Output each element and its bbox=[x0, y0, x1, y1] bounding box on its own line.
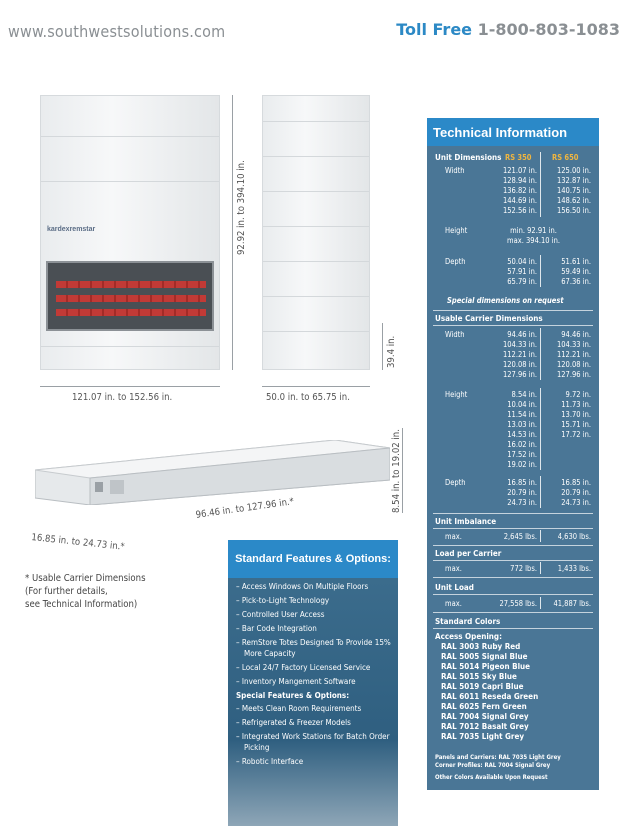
depth-dimension-line bbox=[262, 386, 370, 387]
opening-dimension-label: 39.4 in. bbox=[386, 335, 397, 368]
column-divider bbox=[540, 476, 541, 508]
feature-item: – Local 24/7 Factory Licensed Service bbox=[236, 662, 371, 672]
panel-seam bbox=[263, 261, 369, 262]
option-item: – Meets Clean Room Requirements bbox=[236, 704, 362, 713]
feature-item: – Bar Code Integration bbox=[236, 624, 317, 633]
tote-row bbox=[56, 309, 206, 316]
column-divider bbox=[540, 388, 541, 470]
feature-item: – Inventory Mangement Software bbox=[236, 676, 356, 686]
height-values: min. 92.91 in. max. 394.10 in. bbox=[507, 226, 561, 245]
uc-depth-650-values: 16.85 in. 20.79 in. 24.73 in. bbox=[561, 478, 591, 507]
website-url[interactable]: www.southwestsolutions.com bbox=[8, 22, 226, 41]
depth-350-values: 50.04 in. 57.91 in. 65.79 in. bbox=[507, 257, 537, 286]
divider bbox=[433, 325, 593, 326]
unit-load-650: 41,887 lbs. bbox=[553, 599, 591, 608]
special-features-heading: Special Features & Options: bbox=[236, 690, 350, 700]
machine-side-illustration bbox=[262, 95, 370, 370]
depth-dimension-label: 50.0 in. to 65.75 in. bbox=[266, 392, 350, 403]
toll-free-phone[interactable] bbox=[396, 20, 620, 39]
uc-width-350-values: 94.46 in. 104.33 in. 112.21 in. 120.08 in. 127.96 in. bbox=[502, 330, 537, 379]
phone-number: 1-800-803-1083 bbox=[477, 20, 620, 39]
width-dimension-line bbox=[40, 386, 220, 387]
uc-height-350-values: 8.54 in. 10.04 in. 11.54 in. 13.03 in. 14.53 in. 16.02 in. 17.52 in. 19.02 in. bbox=[507, 390, 537, 469]
column-divider bbox=[540, 328, 541, 380]
unit-load-label: Unit Load bbox=[435, 583, 474, 592]
opening-dimension-line bbox=[382, 323, 383, 370]
load-carrier-650: 1,433 lbs. bbox=[557, 564, 591, 573]
footnote-line: see Technical Information) bbox=[25, 599, 138, 610]
divider bbox=[433, 560, 593, 561]
depth-650-values: 51.61 in. 59.49 in. 67.36 in. bbox=[561, 257, 591, 286]
uc-height-650-values: 9.72 in. 11.73 in. 13.70 in. 15.71 in. 17.72 in. bbox=[561, 390, 591, 439]
panel-seam bbox=[41, 181, 219, 182]
panel-seam bbox=[263, 296, 369, 297]
divider bbox=[433, 310, 593, 311]
carrier-width-dimension-label: 96.46 in. to 127.96 in.* bbox=[195, 496, 295, 521]
depth-label: Depth bbox=[445, 257, 466, 266]
divider bbox=[433, 628, 593, 629]
technical-information-panel bbox=[427, 118, 599, 790]
divider bbox=[433, 612, 593, 613]
panel-seam bbox=[263, 156, 369, 157]
feature-item: – Pick-to-Light Technology bbox=[236, 596, 330, 605]
width-label: Width bbox=[445, 166, 465, 175]
unit-load-350: 27,558 lbs. bbox=[499, 599, 537, 608]
footnote bbox=[25, 572, 146, 611]
divider bbox=[433, 545, 593, 546]
panel-seam bbox=[263, 191, 369, 192]
divider bbox=[433, 577, 593, 578]
unit-dimensions-label: Unit Dimensions bbox=[435, 153, 502, 162]
unit-imbalance-label: Unit Imbalance bbox=[435, 517, 497, 526]
machine-front-illustration bbox=[40, 95, 220, 370]
unit-load-max-label: max. bbox=[445, 599, 462, 608]
carrier-height-dimension-label: 8.54 in. to 19.02 in. bbox=[391, 429, 402, 513]
footnote-line: (For further details, bbox=[25, 586, 108, 597]
special-dimensions-note: Special dimensions on request bbox=[447, 296, 564, 305]
uc-depth-label: Depth bbox=[445, 478, 466, 487]
height-dimension-line bbox=[232, 95, 233, 370]
uc-height-label: Height bbox=[445, 390, 468, 399]
footnote-line: * Usable Carrier Dimensions bbox=[25, 573, 146, 584]
feature-item: – Access Windows On Multiple Floors bbox=[236, 582, 369, 591]
toll-free-label: Toll Free bbox=[396, 20, 473, 39]
load-carrier-350: 772 lbs. bbox=[510, 564, 537, 573]
panel-seam bbox=[263, 331, 369, 332]
tote-row bbox=[56, 295, 206, 302]
panel-seam bbox=[263, 226, 369, 227]
carrier-depth-dimension-label: 16.85 in. to 24.73 in.* bbox=[30, 532, 126, 553]
panel-seam bbox=[263, 121, 369, 122]
column-divider bbox=[540, 530, 541, 542]
color-list: RAL 3003 Ruby Red RAL 5005 Signal Blue RAL 5014 Pigeon Blue RAL 5015 Sky Blue RAL 5019 Capri Blue RAL 6011 Reseda Green RAL 6025 Fern Green RAL 7004 Signal Grey RAL 7012 Basalt Grey RAL 7035 Light Grey bbox=[441, 642, 539, 741]
width-350-values: 121.07 in. 128.94 in. 136.82 in. 144.69 in. 152.56 in. bbox=[502, 166, 537, 215]
imbalance-max-label: max. bbox=[445, 532, 462, 541]
standard-colors-label: Standard Colors bbox=[435, 617, 501, 626]
features-list bbox=[236, 582, 394, 771]
option-item: – Refrigerated & Freezer Models bbox=[236, 718, 351, 727]
option-item: – Integrated Work Stations for Batch Order Picking bbox=[236, 732, 390, 752]
feature-item: – Controlled User Access bbox=[236, 610, 325, 619]
rs350-header: RS 350 bbox=[505, 153, 532, 162]
divider bbox=[433, 528, 593, 529]
divider bbox=[433, 513, 593, 514]
brand-logo: kardexremstar bbox=[47, 226, 96, 233]
uc-depth-350-values: 16.85 in. 20.79 in. 24.73 in. bbox=[507, 478, 537, 507]
height-dimension-label: 92.92 in. to 394.10 in. bbox=[236, 160, 247, 255]
access-window bbox=[46, 261, 214, 331]
access-opening-label: Access Opening: bbox=[435, 632, 502, 641]
other-colors-note: Other Colors Available Upon Request bbox=[435, 774, 548, 781]
tote-row bbox=[56, 281, 206, 288]
usable-carrier-label: Usable Carrier Dimensions bbox=[435, 314, 543, 323]
carrier-tray-illustration bbox=[35, 440, 390, 505]
height-label: Height bbox=[445, 226, 468, 235]
uc-width-label: Width bbox=[445, 330, 465, 339]
load-carrier-max-label: max. bbox=[445, 564, 462, 573]
panel-seam bbox=[41, 136, 219, 137]
imbalance-350: 2,645 lbs. bbox=[503, 532, 537, 541]
column-divider bbox=[540, 562, 541, 574]
column-divider bbox=[540, 152, 541, 217]
panel-seam bbox=[41, 346, 219, 347]
features-panel bbox=[228, 540, 398, 826]
panels-note: Panels and Carriers: RAL 7035 Light Grey Corner Profiles: RAL 7004 Signal Grey bbox=[435, 754, 561, 769]
width-650-values: 125.00 in. 132.87 in. 140.75 in. 148.62 in. 156.50 in. bbox=[556, 166, 591, 215]
column-divider bbox=[540, 597, 541, 609]
feature-item: – RemStore Totes Designed To Provide 15% More Capacity bbox=[236, 638, 391, 658]
carrier-height-dimension-line bbox=[402, 428, 403, 513]
load-per-carrier-label: Load per Carrier bbox=[435, 549, 502, 558]
option-item: – Robotic Interface bbox=[236, 756, 304, 766]
width-dimension-label: 121.07 in. to 152.56 in. bbox=[72, 392, 173, 403]
features-title: Standard Features & Options: bbox=[228, 540, 398, 578]
tech-title: Technical Information bbox=[427, 118, 599, 146]
uc-width-650-values: 94.46 in. 104.33 in. 112.21 in. 120.08 in. 127.96 in. bbox=[556, 330, 591, 379]
column-divider bbox=[540, 255, 541, 287]
imbalance-650: 4,630 lbs. bbox=[557, 532, 591, 541]
rs650-header: RS 650 bbox=[552, 153, 579, 162]
divider bbox=[433, 594, 593, 595]
